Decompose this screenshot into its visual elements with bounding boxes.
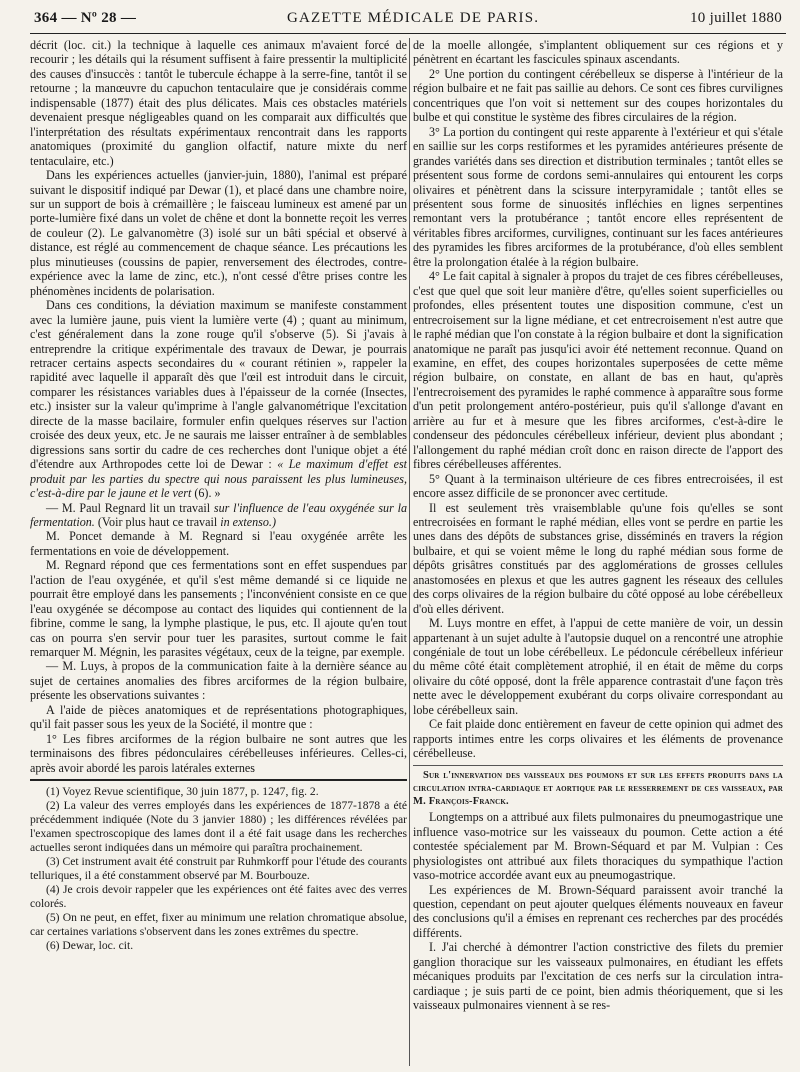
text-run: Dans ces conditions, la déviation maximum se manifeste constamment avec la lumière jaune, puis vient la lumière verte (4) ; quant au minimum, c'est généralement dans la zone rouge qu'il s'observe (5). Si j'avais à entreprendre la critique expérimentale des travaux de Dewar, je pourrais retracer certains aspects secondaires du « courant rétinien », rappeler la rapidité avec laquelle il apparaît dès que l'œil est introduit dans le circuit, comparer les résistances variables dues à l'épaisseur de la cornée (Insectes, etc.) insister sur la valeur qu'imprime à l'angle galvanométrique l'excitation directe de la masse bacilaire, formuler enfin quelques réserves sur l'action croisée des deux yeux, etc. Je ne saurais me laisser entraîner à de semblables digressions sans sortir du cadre de ces recherches dont l'unique objet a été d'étendre aux Arthropodes cette loi de Dewar : bbox=[30, 298, 407, 472]
paragraph: 1° Les fibres arciformes de la région bulbaire ne sont autres que les terminaisons des fibres pédonculaires cérébelleuses inférieures. Celles-ci, après avoir abordé les parois latérales externes bbox=[30, 731, 407, 775]
paragraph: I. J'ai cherché à démontrer l'action constrictive des filets du premier ganglion thoracique sur les vaisseaux pulmonaires, en étudiant les effets mécaniques produits par l'excitation de ces nerfs sur la circulation intra-cardiaque ; je suis parti de ce point, bien admis théoriquement, que si les vaisseaux pulmonaires viennent à se res- bbox=[413, 940, 783, 1013]
paragraph: M. Regnard répond que ces fermentations sont en effet suspendues par l'action de l'eau oxygénée, et qu'il s'est même demandé si ce liquide ne pourrait être employé dans les pansements ; l'inconvénient consiste en ce que l'eau oxygénée se décompose au contact des liquides qui contiennent de la fibrine, comme le sang, la lymphe plastique, le pus, etc. Il ajoute qu'en tout cas on pourra s'en servir pour tuer les parasites, surtout comme le fait remarquer M. Mégnin, les parasites végétaux, ceux de la teigne, par exemple. bbox=[30, 558, 407, 660]
text-run: in extenso.) bbox=[220, 514, 276, 529]
paragraph: M. Luys montre en effet, à l'appui de cette manière de voir, un dessin appartenant à un sujet adulte à l'autopsie duquel on a rencontré une atrophie congéniale de tout un lobe cérébelleux. Le pédoncule cérébelleux inférieur du même côté était complètement atrophié, il en était de même du corps olivaire du côté opposé, dont la frêle apparence contrastait d'une façon très nette avec le développement exubérant du corps olivaire correspondant au lobe cérébelleux sain. bbox=[413, 616, 783, 717]
paragraph: A l'aide de pièces anatomiques et de représentations photographiques, qu'il fait passer sous les yeux de la Société, il montre que : bbox=[30, 702, 407, 732]
paragraph: Longtemps on a attribué aux filets pulmonaires du pneumogastrique une influence vaso-motrice sur les vaisseaux du poumon. Cette action a été contestée spécialement par M. Brown-Séquard et par M. Vulpian : Ces physiologistes ont attribué aux filets thoraciques du sympathique l'action vaso-motrice accordée avant eux au pneumogastrique. bbox=[413, 810, 783, 883]
issue-date: 10 juillet 1880 bbox=[690, 10, 782, 26]
section-title: Sur l'innervation des vaisseaux des poumons et sur les effets produits dans la circulation intra-cardiaque et aortique par le resserrement de ces vaisseaux, par M. François-Franck. bbox=[413, 769, 783, 808]
footnote: (3) Cet instrument avait été construit par Ruhmkorff pour l'étude des courants telluriques, il a été constamment observé par M. Bourbouze. bbox=[30, 855, 407, 883]
column-divider bbox=[409, 38, 410, 1066]
paragraph: — M. Luys, à propos de la communication faite à la dernière séance au sujet de certaines anomalies des fibres arciformes de la région bulbaire, présente les observations suivantes : bbox=[30, 659, 407, 703]
text-run: — M. Paul Regnard lit un travail bbox=[46, 500, 211, 515]
paragraph: décrit (loc. cit.) la technique à laquelle ces animaux m'avaient forcé de recourir ; les détails qui la résument suffisent à faire pressentir la multiplicité des causes d'insuccès : tantôt le tubercule échappe à la serre-fine, tantôt il se retourne ; la manœuvre du capuchon tentaculaire que je considérais comme indispensable (1877) était des plus délicates. Mais ces obstacles matériels devenaient presque négligeables quand on les comparait aux difficultés que l'interprétation des résultats expérimentaux rencontrait dans les rapports anatomiques (proximité du ganglion olfactif, nature mixte du nerf tentaculaire, etc.) bbox=[30, 38, 407, 168]
paragraph: M. Poncet demande à M. Regnard si l'eau oxygénée arrête les fermentations en voie de développement. bbox=[30, 529, 407, 558]
footnote-rule bbox=[30, 779, 407, 781]
footnote: (6) Dewar, loc. cit. bbox=[46, 939, 134, 953]
paragraph: Ce fait plaide donc entièrement en faveur de cette opinion qui admet des rapports intimes entre les corps olivaires et les éléments de provenance cérébelleuse. bbox=[413, 717, 783, 761]
text-run: (Voir plus haut ce travail bbox=[97, 514, 218, 529]
paragraph: 3° La portion du contingent qui reste apparente à l'extérieur et qui s'étale en saillie sur les corps restiformes et les pyramides antérieures présente de grandes variétés dans ses direction et distribution terminales ; tantôt elles se présentent sous forme de cordons semi-annulaires qui entourent les corps olivaires et pénètrent dans la scissure interpyramidale ; tantôt elles se présentent sous forme de sinuosités infléchies en lignes serpentines remontant vers la protubérance ; tantôt encore elles représentent de véritables fibres arciformes, curvilignes, continuant sur les faces antérieures des pyramides les fibres arciformes de la protubérance, d'où elles semblent être la prolongation étalée à la région bulbaire. bbox=[413, 124, 783, 269]
footnote: (4) Je crois devoir rappeler que les expériences ont été faites avec des verres colorés. bbox=[30, 883, 407, 911]
paragraph: 5° Quant à la terminaison ultérieure de ces fibres entrecroisées, il est encore assez difficile de se prononcer avec certitude. bbox=[413, 471, 783, 501]
quote-run: « Le maximum d'effet est produit par les parties du spectre qui nous paraissent les plus lumineuses, c'est-à-dire par le jaune et le vert bbox=[30, 457, 407, 501]
paragraph: Les expériences de M. Brown-Séquard paraissent avoir tranché la question, cependant on peut ajouter quelques éléments nouveaux en faveur des conclusions qu'il a émises en reprenant ces recherches par des procédés différents. bbox=[413, 882, 783, 940]
journal-title: GAZETTE MÉDICALE DE PARIS. bbox=[286, 10, 540, 26]
left-column bbox=[30, 38, 407, 1068]
right-column bbox=[413, 38, 783, 1068]
title-run: sur l'influence de l'eau oxygénée sur la fermentation. bbox=[30, 500, 407, 529]
section-rule bbox=[413, 765, 783, 766]
header-rule bbox=[30, 33, 786, 34]
paragraph: de la moelle allongée, s'implantent obliquement sur ces régions et y pénètrent en écartant les fascicules spinaux ascendants. bbox=[413, 38, 783, 67]
page-header bbox=[34, 10, 782, 32]
footnote: (1) Voyez Revue scientifique, 30 juin 1877, p. 1247, fig. 2. bbox=[46, 785, 319, 799]
footnote: (5) On ne peut, en effet, fixer au minimum une relation chromatique absolue, car certaines variations s'observent dans les zones extrêmes du spectre. bbox=[30, 911, 407, 939]
paragraph: 2° Une portion du contingent cérébelleux se disperse à l'intérieur de la région bulbaire et ne fait pas saillie au dehors. Ce sont ces fibres curvilignes concentriques que l'on voit si nettement sur des coupes horizontales du bulbe et qui constitue le système des fibres circulaires de la région. bbox=[413, 66, 783, 125]
paragraph bbox=[30, 298, 407, 500]
page-number: 364 — Nº 28 — bbox=[34, 10, 137, 26]
paragraph: Il est seulement très vraisemblable qu'une fois qu'elles se sont entrecroisées en formant le raphé médian, elles vont se perdre en partie les unes dans des dépôts de substances grise, disséminés en travers la région bulbaire, et qui se voient même le long du raphé médian sous forme de dépôts grisâtres constitués par des agglomérations de grosses cellules anastomosées en plexus et que les autres gagnent les réseaux des cellules des corps olivaires de la région bulbaire du côté opposé au lobe cérébelleux d'où elles dérivent. bbox=[413, 500, 783, 616]
paragraph: 4° Le fait capital à signaler à propos du trajet de ces fibres cérébelleuses, c'est que quel que soit leur manière d'être, qu'elles soient superficielles ou profondes, elles présentent toutes une disposition commune, c'est un entrecroisement sur la ligne médiane, et cet entrecroisement n'est autre que le raphé médian que l'on constate à la région bulbaire et dont la signification anatomique ne paraît pas jusqu'ici avoir été nettement reconnue. Quand on examine, en effet, des coupes horizontales superposées de cette même région bulbaire, on constate, en allant de bas en haut, qu'après l'entrecroisement des pyramides le raphé commence à apparaître sous forme d'un petit prolongement antéro-postérieur, puis qu'il s'allonge d'avant en arrière au fur et à mesure que les fibres arciformes, c'est-à-dire le condenseur des pédoncules cérébelleux inférieur, devient plus abondant ; l'allongement du raphé médian croît donc en raison directe de l'apport des fibres cérébelleuses afférentes. bbox=[413, 269, 783, 472]
paragraph bbox=[30, 501, 407, 530]
footnote: (2) La valeur des verres employés dans les expériences de 1877-1878 a été précédemment indiquée (Note du 3 janvier 1880) ; les différences révélées par l'examen spectroscopique des lames dont il a été fait usage dans les recherches actuelles seront indiquées dans un mémoire qui paraîtra prochainement. bbox=[30, 799, 407, 855]
text-run: (6). » bbox=[194, 486, 221, 501]
paragraph: Dans les expériences actuelles (janvier-juin, 1880), l'animal est préparé suivant le dispositif indiqué par Dewar (1), et placé dans une chambre noire, sur un support de bois à crémaillère ; le faisceau lumineux est amené par un porte-lumière fixé dans un volet de chêne et dont la bonnette reçoit les verres de couleur (2). Le galvanomètre (3) isolé sur un bâti spécial et observé à distance, est réglé au commencement de chaque séance. Les précautions les plus minutieuses (coussins de papier, renversement des électrodes, contre-expérience avec la lame de zinc, etc.), n'ont cessé d'être prises contre les phénomènes incidents de polarisation. bbox=[30, 168, 407, 298]
